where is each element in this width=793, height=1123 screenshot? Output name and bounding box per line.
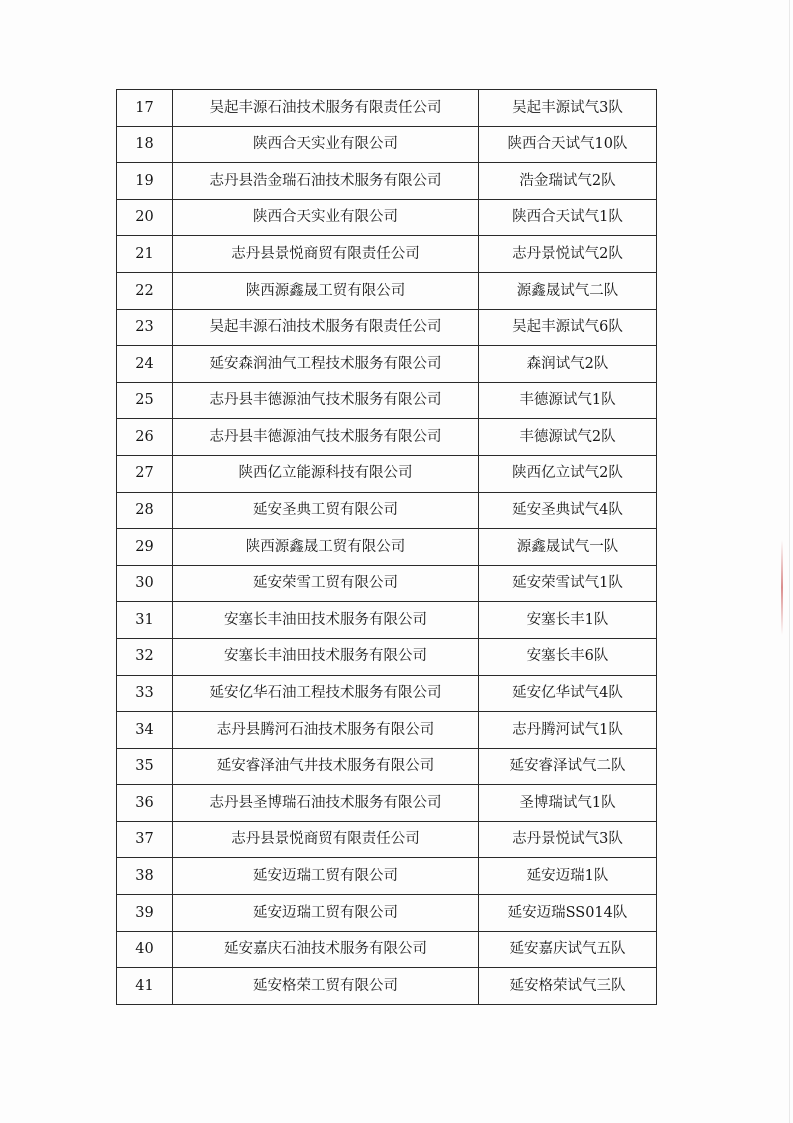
table-row (117, 931, 657, 968)
row-number: 31 (117, 602, 173, 639)
company-name: 志丹县腾河石油技术服务有限公司 (173, 712, 479, 749)
table-row (117, 821, 657, 858)
company-name: 陕西源鑫晟工贸有限公司 (173, 529, 479, 566)
company-name: 吴起丰源石油技术服务有限责任公司 (173, 90, 479, 127)
row-number: 39 (117, 895, 173, 932)
table-row (117, 90, 657, 127)
table-row (117, 748, 657, 785)
team-name: 陕西合天试气1队 (479, 199, 657, 236)
row-number: 29 (117, 529, 173, 566)
team-name: 吴起丰源试气3队 (479, 90, 657, 127)
table-row (117, 126, 657, 163)
row-number: 41 (117, 968, 173, 1005)
row-number: 18 (117, 126, 173, 163)
team-name: 志丹景悦试气3队 (479, 821, 657, 858)
company-name: 志丹县景悦商贸有限责任公司 (173, 821, 479, 858)
company-name: 延安森润油气工程技术服务有限公司 (173, 346, 479, 383)
team-name: 源鑫晟试气一队 (479, 529, 657, 566)
row-number: 37 (117, 821, 173, 858)
table-row (117, 968, 657, 1005)
table-body (117, 90, 657, 1005)
team-name: 陕西亿立试气2队 (479, 455, 657, 492)
table-row (117, 785, 657, 822)
company-name: 安塞长丰油田技术服务有限公司 (173, 638, 479, 675)
table-row (117, 199, 657, 236)
table-row (117, 529, 657, 566)
company-name: 延安迈瑞工贸有限公司 (173, 895, 479, 932)
table-row (117, 272, 657, 309)
team-name: 丰德源试气2队 (479, 419, 657, 456)
team-name: 延安亿华试气4队 (479, 675, 657, 712)
team-name: 延安荣雪试气1队 (479, 565, 657, 602)
team-name: 陕西合天试气10队 (479, 126, 657, 163)
row-number: 36 (117, 785, 173, 822)
company-name: 志丹县丰德源油气技术服务有限公司 (173, 419, 479, 456)
company-name: 陕西合天实业有限公司 (173, 199, 479, 236)
row-number: 22 (117, 272, 173, 309)
row-number: 34 (117, 712, 173, 749)
team-name: 延安嘉庆试气五队 (479, 931, 657, 968)
company-name: 延安荣雪工贸有限公司 (173, 565, 479, 602)
row-number: 40 (117, 931, 173, 968)
team-name: 吴起丰源试气6队 (479, 309, 657, 346)
team-name: 源鑫晟试气二队 (479, 272, 657, 309)
table-row (117, 602, 657, 639)
team-name: 延安格荣试气三队 (479, 968, 657, 1005)
team-name: 延安圣典试气4队 (479, 492, 657, 529)
company-name: 陕西合天实业有限公司 (173, 126, 479, 163)
team-name: 延安迈瑞1队 (479, 858, 657, 895)
table-row (117, 565, 657, 602)
row-number: 27 (117, 455, 173, 492)
team-name: 森润试气2队 (479, 346, 657, 383)
table-row (117, 858, 657, 895)
company-name: 志丹县丰德源油气技术服务有限公司 (173, 382, 479, 419)
team-name: 安塞长丰1队 (479, 602, 657, 639)
row-number: 32 (117, 638, 173, 675)
table-row (117, 236, 657, 273)
row-number: 26 (117, 419, 173, 456)
row-number: 38 (117, 858, 173, 895)
row-number: 35 (117, 748, 173, 785)
company-name: 延安亿华石油工程技术服务有限公司 (173, 675, 479, 712)
team-name: 浩金瑞试气2队 (479, 163, 657, 200)
team-name: 志丹腾河试气1队 (479, 712, 657, 749)
page-edge (789, 0, 790, 1123)
team-name: 丰德源试气1队 (479, 382, 657, 419)
company-name: 志丹县圣博瑞石油技术服务有限公司 (173, 785, 479, 822)
table-row (117, 346, 657, 383)
row-number: 19 (117, 163, 173, 200)
company-name: 志丹县景悦商贸有限责任公司 (173, 236, 479, 273)
table-row (117, 309, 657, 346)
company-name: 安塞长丰油田技术服务有限公司 (173, 602, 479, 639)
team-name: 安塞长丰6队 (479, 638, 657, 675)
row-number: 20 (117, 199, 173, 236)
company-name: 延安圣典工贸有限公司 (173, 492, 479, 529)
team-name: 延安迈瑞SS014队 (479, 895, 657, 932)
team-name: 延安睿泽试气二队 (479, 748, 657, 785)
row-number: 21 (117, 236, 173, 273)
row-number: 17 (117, 90, 173, 127)
table-row (117, 895, 657, 932)
company-name: 陕西亿立能源科技有限公司 (173, 455, 479, 492)
company-name: 延安嘉庆石油技术服务有限公司 (173, 931, 479, 968)
company-name: 延安迈瑞工贸有限公司 (173, 858, 479, 895)
table-row (117, 382, 657, 419)
table-row (117, 455, 657, 492)
row-number: 23 (117, 309, 173, 346)
row-number: 33 (117, 675, 173, 712)
table-row (117, 675, 657, 712)
team-name: 志丹景悦试气2队 (479, 236, 657, 273)
table-row (117, 419, 657, 456)
company-name: 延安睿泽油气井技术服务有限公司 (173, 748, 479, 785)
row-number: 25 (117, 382, 173, 419)
table-row (117, 638, 657, 675)
company-name: 志丹县浩金瑞石油技术服务有限公司 (173, 163, 479, 200)
team-name: 圣博瑞试气1队 (479, 785, 657, 822)
company-name: 延安格荣工贸有限公司 (173, 968, 479, 1005)
row-number: 24 (117, 346, 173, 383)
company-name: 陕西源鑫晟工贸有限公司 (173, 272, 479, 309)
table-row (117, 492, 657, 529)
row-number: 28 (117, 492, 173, 529)
table-row (117, 163, 657, 200)
company-name: 吴起丰源石油技术服务有限责任公司 (173, 309, 479, 346)
table-row (117, 712, 657, 749)
team-list-table (116, 89, 657, 1005)
binding-mark (781, 540, 783, 635)
row-number: 30 (117, 565, 173, 602)
